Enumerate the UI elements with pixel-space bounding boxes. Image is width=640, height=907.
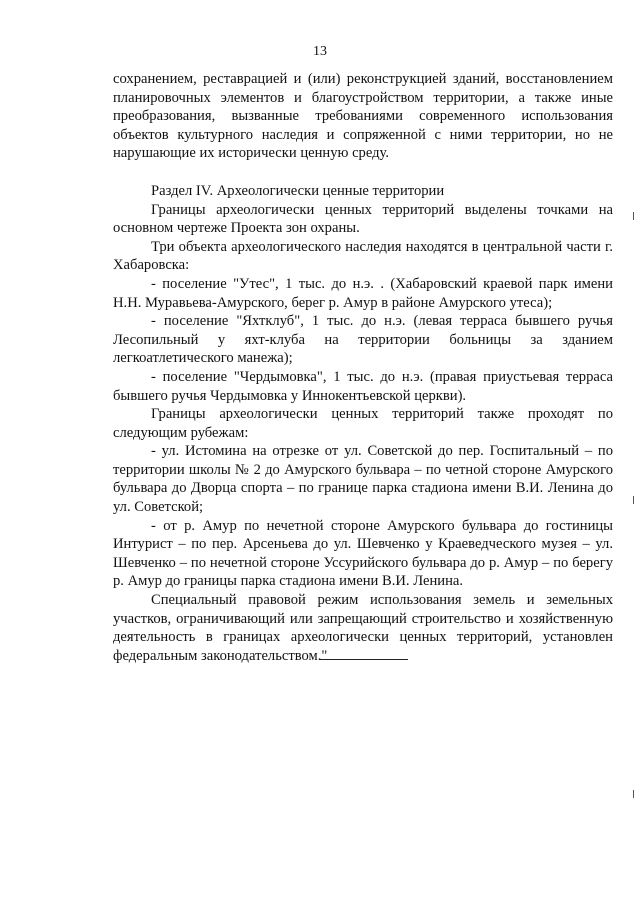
paragraph-boundaries-intro: Границы археологически ценных территорий выделены точками на основном чертеже Проекта зон охраны. (113, 201, 613, 237)
list-item-istomina: - ул. Истомина на отрезке от ул. Советской до пер. Госпитальный – по территории школы № 2 до Амурского бульвара – по четной стороне Амурского бульвара до Дворца спорта – по границе парка стадиона имени В.И. Ленина до ул. Советской; (113, 443, 613, 516)
scan-mark (633, 496, 634, 504)
list-item-utes: - поселение "Утес", 1 тыс. до н.э. . (Хабаровский краевой парк имени Н.Н. Муравьева-Амурского, берег р. Амур в районе Амурского утеса); (113, 275, 613, 311)
document-body (113, 70, 613, 665)
section-title: Раздел IV. Археологически ценные территории (151, 182, 445, 199)
paragraph-three-objects: Три объекта археологического наследия находятся в центральной части г. Хабаровска: (113, 238, 613, 274)
page-number: 13 (313, 44, 327, 59)
list-item-cherdymovka: - поселение "Чердымовка", 1 тыс. до н.э. (правая приустьевая терраса бывшего ручья Чердымовка у Иннокентьевской церкви). (113, 368, 613, 404)
scan-mark (633, 212, 634, 220)
paragraph-special-regime: Специальный правовой режим использования земель и земельных участков, ограничивающий или запрещающий строительство и хозяйственную деятельность в границах археологически ценных территорий, установлен федеральным законодательством." (113, 592, 613, 664)
end-divider-line (320, 659, 408, 660)
scan-mark (633, 790, 634, 798)
list-item-amur: - от р. Амур по нечетной стороне Амурского бульвара до гостиницы Интурист – по пер. Арсеньева до ул. Шевченко у Краеведческого музея – ул. Шевченко – по нечетной стороне Уссурийского бульвара до р. Амур – по берегу р. Амур до границы парка стадиона имени В.И. Ленина. (113, 517, 613, 590)
list-item-yachtclub: - поселение "Яхтклуб", 1 тыс. до н.э. (левая терраса бывшего ручья Лесопильный у яхт-клуба на территории больницы за зданием легкоатлетического манежа); (113, 313, 613, 367)
paragraph-continuation: сохранением, реставрацией и (или) реконструкцией зданий, восстановлением планировочных элементов и благоустройством территории, а также иные преобразования, вызванные требованиями современного использования объектов культурного наследия и сопряженной с ними территории, но не нарушающие их исторически ценную среду. (113, 71, 613, 162)
paragraph-boundaries-lines: Границы археологически ценных территорий также проходят по следующим рубежам: (113, 406, 613, 441)
